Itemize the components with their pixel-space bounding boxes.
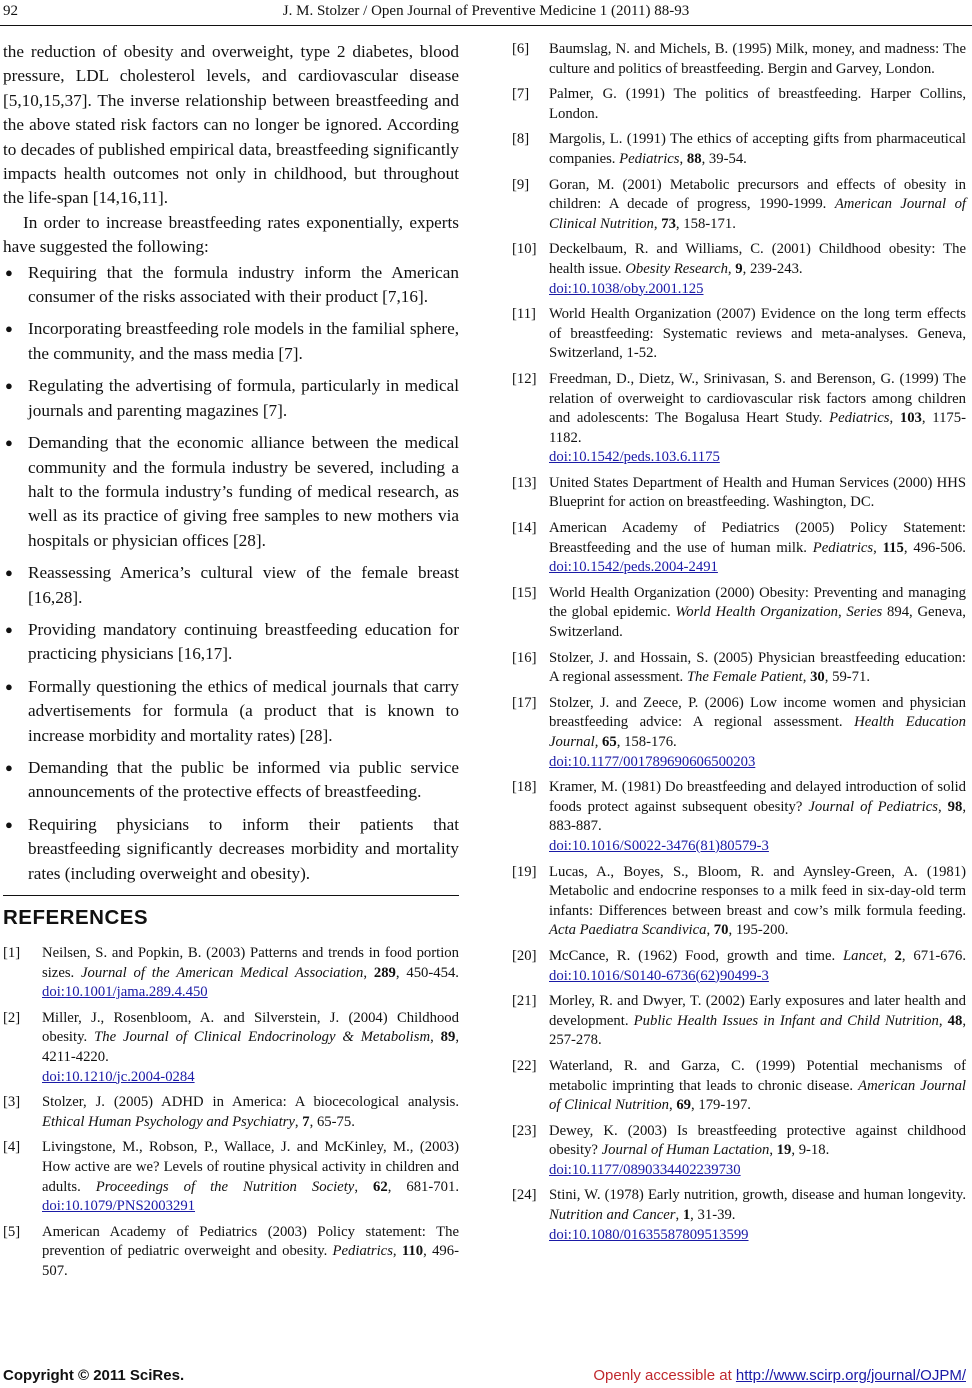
reference-text: United States Department of Health and Human Services (2000) HHS Blueprint for action on breastfeeding — [549, 474, 966, 511]
pages: , 496-506. — [903, 539, 966, 556]
pages: , 450-454. — [395, 964, 459, 981]
reference-number: [16] — [512, 649, 537, 666]
reference-text: World Health Organization (2007) Evidence on the long term effects of breastfeeding: Systematic reviews and meta-analyses. Geneva, Switzerland, 1-52. — [549, 306, 966, 362]
reference-item — [512, 1186, 966, 1245]
reference-number: [11] — [512, 306, 536, 323]
list-item: ● Demanding that the economic alliance between the medical community and the formula industry be severed, including a halt to the formula industry’s funding of medical research, as well as its practice of giving free samples to new mothers via hospitals or physician offices [28]. — [5, 433, 459, 550]
pages: , 496-507. — [42, 1243, 459, 1279]
reference-item — [512, 130, 966, 169]
reference-item — [512, 305, 966, 364]
volume: 70 — [713, 922, 729, 939]
reference-text: , — [937, 798, 948, 815]
recommendation-list — [3, 261, 459, 886]
bullet-icon: ● — [5, 816, 13, 832]
reference-text: , — [430, 1029, 441, 1046]
journal-name: Health Education Journal — [549, 714, 966, 750]
reference-text: , — [679, 150, 687, 167]
reference-number: [1] — [3, 945, 21, 961]
right-column — [512, 40, 966, 1251]
body-paragraph: In order to increase breastfeeding rates exponentially, experts have suggested the following: — [3, 212, 459, 257]
reference-item — [512, 474, 966, 513]
doi-link[interactable]: doi:10.1079/PNS2003291 — [42, 1198, 196, 1215]
list-item: ● Formally questioning the ethics of medical journals that carry advertisements for formula (a product that is known to increase morbidity and mortality rates) [28]. — [5, 676, 459, 745]
section-divider — [3, 895, 459, 896]
bullet-icon: ● — [5, 435, 13, 451]
reference-text: Morley, R. and Dwyer, T. (2002) Early exposures and later health and development. — [549, 993, 966, 1029]
volume: 65 — [602, 734, 617, 750]
reference-item — [512, 240, 966, 299]
journal-name: Proceedings of the Nutrition Society — [95, 1178, 355, 1195]
reference-text: , — [873, 539, 883, 556]
pages: , 179-197. — [691, 1097, 751, 1114]
reference-text: , — [363, 964, 374, 981]
volume: 103 — [899, 410, 922, 427]
doi-link[interactable]: doi:10.1210/jc.2004-0284 — [42, 1068, 195, 1085]
doi-link[interactable]: doi:10.1038/oby.2001.125 — [549, 280, 704, 297]
reference-item — [512, 863, 966, 941]
reference-item — [512, 176, 966, 235]
doi-link[interactable]: doi:10.1016/S0140-6736(62)90499-3 — [549, 967, 769, 984]
list-item: ● Requiring that the formula industry inform the American consumer of the risks associated with their product [7,16]. — [5, 262, 459, 307]
reference-item — [512, 85, 966, 124]
reference-item — [512, 947, 966, 986]
reference-text: , — [802, 669, 811, 686]
journal-name: World Health Organization — [675, 604, 838, 621]
reference-number: [21] — [512, 993, 537, 1010]
reference-item — [512, 649, 966, 688]
reference-text: American Academy of Pediatrics (2003) Policy statement: The prevention of pediatric overweight and obesity. — [42, 1223, 459, 1260]
journal-name: Pediatrics — [619, 150, 680, 167]
pages: , 158-176. — [616, 734, 677, 750]
reference-item — [3, 1009, 459, 1087]
journal-name: Lancet — [842, 947, 883, 964]
reference-number: [15] — [512, 584, 537, 601]
doi-link[interactable]: doi:10.1080/01635587809513599 — [549, 1226, 749, 1243]
bullet-icon: ● — [5, 759, 13, 775]
journal-name: Journal of the American Medical Association — [81, 964, 364, 981]
reference-text: , — [889, 410, 900, 427]
volume: 30 — [810, 669, 825, 686]
reference-item — [3, 1223, 459, 1282]
pages: , 31-39. — [690, 1207, 736, 1224]
pages: , 195-200. — [728, 922, 789, 939]
journal-name: Obesity Research — [625, 260, 728, 277]
reference-number: [9] — [512, 176, 530, 193]
pages: , 39-54. — [701, 150, 747, 167]
reference-number: [23] — [512, 1122, 537, 1139]
reference-number: [24] — [512, 1187, 537, 1204]
reference-text: American Academy of Pediatrics (2005) Policy Statement: Breastfeeding and the use of human milk. — [549, 520, 966, 556]
reference-text: , — [882, 947, 895, 964]
reference-number: [22] — [512, 1057, 537, 1074]
volume: 115 — [882, 539, 904, 556]
pages: , 59-71. — [824, 669, 871, 686]
reference-text: Stini, W. (1978) Early nutrition, growth, disease and human longevity. — [549, 1187, 966, 1204]
doi-link[interactable]: doi:10.1001/jama.289.4.450 — [42, 984, 208, 1001]
reference-number: [4] — [3, 1139, 21, 1156]
reference-text: , — [653, 215, 662, 232]
reference-text: Deckelbaum, R. and Williams, C. (2001) Childhood obesity: The health issue. — [549, 241, 966, 277]
pages: , 257-278. — [549, 1012, 966, 1049]
journal-name: The Female Patient — [686, 669, 803, 686]
reference-text: , — [294, 1113, 303, 1130]
reference-number: [6] — [512, 41, 530, 57]
pages: , 239-243. — [742, 260, 803, 277]
reference-number: [17] — [512, 694, 537, 711]
reference-number: [5] — [3, 1223, 21, 1240]
reference-item — [3, 944, 459, 1003]
volume: 69 — [676, 1097, 691, 1114]
page-number: 92 — [3, 3, 18, 19]
volume: 7 — [302, 1113, 310, 1130]
reference-text: Baumslag, N. and Michels, B. (1995) Milk, money, and madness: The culture and politics of breastfeeding. Bergin and Garvey, London. — [549, 41, 966, 77]
pages: , 9-18. — [791, 1142, 830, 1159]
reference-item — [512, 1122, 966, 1181]
reference-text: , — [594, 734, 603, 750]
reference-text: Stolzer, J. (2005) ADHD in America: A biocecological analysis. — [42, 1094, 459, 1111]
reference-text: Goran, M. (2001) Metabolic precursors and effects of obesity in children: A decade of progress, 1990-1999. — [549, 176, 966, 213]
journal-name: Nutrition and Cancer — [549, 1207, 676, 1224]
pages: , 681-701. — [387, 1178, 459, 1195]
bullet-icon: ● — [5, 621, 13, 637]
reference-number: [2] — [3, 1009, 21, 1026]
series-name: Series — [846, 604, 883, 621]
reference-item — [512, 778, 966, 856]
reference-text: , — [668, 1097, 677, 1114]
volume: 89 — [440, 1029, 456, 1046]
list-item: ● Requiring physicians to inform their patients that breastfeeding significantly decreases morbidity and mortality rates (including overweight and obesity). — [5, 814, 459, 883]
references-heading: REFERENCES — [3, 906, 149, 929]
reference-number: [18] — [512, 779, 537, 796]
reference-item — [512, 584, 966, 643]
bullet-icon: ● — [5, 378, 13, 394]
reference-item — [3, 1093, 459, 1132]
reference-text: Lucas, A., Boyes, S., Bloom, R. and Aynsley-Green, A. (1981) Metabolic and endocrine responses to a milk feed in six-day-old term infants: Differences between breast and cow’s milk formula feeding. — [549, 863, 966, 919]
doi-link[interactable]: doi:10.1542/peds.103.6.1175 — [549, 449, 720, 466]
pages: , 883-887. — [549, 798, 966, 835]
page-footer — [0, 1365, 972, 1388]
reference-text: Stolzer, J. and Zeece, P. (2006) Low income women and physician breastfeeding advice: A regional assessment. — [549, 694, 966, 731]
reference-text: Margolis, L. (1991) The ethics of accepting gifts from pharmaceutical companies. — [549, 131, 966, 167]
bullet-icon: ● — [5, 565, 13, 581]
journal-name: American Journal of Clinical Nutrition — [549, 1077, 966, 1114]
volume: 73 — [661, 215, 676, 232]
reference-text: Dewey, K. (2003) Is breastfeeding protective against childhood obesity? — [549, 1122, 966, 1159]
reference-text: Waterland, R. and Garza, C. (1999) Potential mechanisms of metabolic imprinting that leads to chronic disease. — [549, 1057, 966, 1094]
pages: , 4211-4220. — [42, 1029, 460, 1065]
reference-text: McCance, R. (1962) Food, growth and time. — [549, 947, 843, 964]
list-item: ● Regulating the advertising of formula, particularly in medical journals and parenting magazines [7]. — [5, 376, 459, 420]
volume: 62 — [373, 1178, 388, 1195]
reference-text: Neilsen, S. and Popkin, B. (2003) Patterns and trends in food portion sizes. — [42, 945, 459, 981]
reference-item — [512, 992, 966, 1051]
volume: 48 — [947, 1012, 963, 1029]
reference-text: , — [727, 260, 736, 277]
reference-text: , — [392, 1243, 402, 1260]
journal-name: Journal of Human Lactation — [601, 1142, 770, 1159]
pages: , 671-676. — [901, 947, 966, 964]
journal-name: Pediatrics — [332, 1243, 393, 1260]
body-paragraph: the reduction of obesity and overweight, type 2 diabetes, blood pressure, LDL cholesterol levels, and cardiovascular disease [5,10,15,37]. The inverse relationship between breastfeeding and the above stated risk factors can no longer be ignored. According to decades of published empirical data, breastfeeding significantly impacts health outcomes not only in childhood, but throughout the life-span [14,16,11]. — [3, 42, 459, 208]
reference-number: [13] — [512, 474, 537, 491]
reference-number: [19] — [512, 863, 537, 880]
running-title: J. M. Stolzer / Open Journal of Preventive Medicine 1 (2011) 88-93 — [282, 3, 690, 19]
list-item: ● Incorporating breastfeeding role models in the familial sphere, the community, and the mass media [7]. — [5, 319, 459, 363]
reference-text: Freedman, D., Dietz, W., Srinivasan, S. and Berenson, G. (1999) The relation of overweight to cardiovascular risk factors among children and adolescents: The Bogalusa Heart Study. — [549, 370, 966, 427]
reference-number: [3] — [3, 1094, 21, 1111]
open-access-notice: Openly accessible at http://www.scirp.org/journal/OJPM/ — [593, 1367, 966, 1384]
pages: , 158-171. — [675, 215, 736, 232]
volume: 98 — [947, 798, 963, 815]
reference-number: [12] — [512, 370, 537, 387]
journal-link[interactable]: http://www.scirp.org/journal/OJPM/ — [735, 1367, 966, 1384]
reference-item — [512, 694, 966, 772]
reference-text: . Washington, DC. — [765, 494, 875, 511]
volume: 1 — [682, 1207, 691, 1224]
reference-text: World Health Organization (2000) Obesity: Preventing and managing the global epidemic. — [549, 584, 966, 621]
pages: 894, Geneva, Switzerland. — [549, 604, 966, 641]
reference-text: , — [769, 1142, 777, 1159]
journal-name: Ethical Human Psychology and Psychiatry — [42, 1113, 295, 1130]
volume: 9 — [735, 260, 743, 277]
left-column — [3, 40, 459, 1288]
journal-name: Acta Paediatra Scandivica — [549, 922, 707, 939]
pages: , 65-75. — [309, 1113, 355, 1130]
reference-text: , — [675, 1207, 683, 1224]
reference-text: , — [837, 604, 847, 621]
volume: 2 — [894, 947, 902, 964]
journal-name: The Journal of Clinical Endocrinology & Metabolism — [94, 1029, 431, 1046]
reference-number: [20] — [512, 947, 537, 964]
volume: 110 — [401, 1243, 424, 1260]
pages: , 1175-1182. — [549, 410, 966, 446]
doi-link[interactable]: doi:10.1542/peds.2004-2491 — [549, 559, 718, 576]
list-item: ● Demanding that the public be informed via public service announcements of the protective effects of breastfeeding. — [5, 757, 459, 802]
reference-item — [512, 370, 966, 468]
doi-link[interactable]: doi:10.1016/S0022-3476(81)80579-3 — [549, 837, 769, 854]
reference-number: [8] — [512, 131, 530, 148]
journal-name: Pediatrics — [812, 539, 874, 556]
reference-text: , — [706, 922, 714, 939]
journal-name: Public Health Issues in Infant and Child Nutrition — [633, 1012, 939, 1029]
volume: 289 — [373, 964, 396, 981]
reference-text: Stolzer, J. and Hossain, S. (2005) Physician breastfeeding education: A regional assessment. — [549, 649, 966, 686]
reference-number: [10] — [512, 241, 537, 258]
doi-link[interactable]: doi:10.1177/001789690606500203 — [549, 753, 756, 770]
doi-link[interactable]: doi:10.1177/0890334402239730 — [549, 1161, 741, 1178]
page-header — [0, 0, 972, 28]
reference-item — [512, 519, 966, 578]
list-item: ● Providing mandatory continuing breastfeeding education for practicing physicians [16,17]. — [5, 619, 459, 664]
reference-number: [7] — [512, 86, 530, 103]
bullet-icon: ● — [5, 678, 13, 694]
reference-text: , — [938, 1012, 948, 1029]
reference-text: Palmer, G. (1991) The politics of breastfeeding. Harper Collins, London. — [549, 86, 966, 122]
reference-text: , — [354, 1178, 373, 1195]
volume: 88 — [686, 150, 702, 167]
header-rule — [0, 25, 972, 26]
journal-name: American Journal of Clinical Nutrition — [549, 196, 967, 232]
reference-text: Livingstone, M., Robson, P., Wallace, J. and McKinley, M., (2003) How active are we? Levels of routine physical activity in children and adults. — [42, 1139, 459, 1195]
journal-name: Pediatrics — [829, 410, 890, 427]
reference-number: [14] — [512, 520, 537, 537]
journal-name: Journal of Pediatrics — [808, 798, 938, 815]
reference-item — [512, 40, 966, 79]
bullet-icon: ● — [5, 264, 13, 280]
copyright-notice: Copyright © 2011 SciRes. — [3, 1367, 185, 1384]
reference-text: Kramer, M. (1981) Do breastfeeding and delayed introduction of solid foods protect against subsequent obesity? — [549, 779, 966, 815]
reference-item — [3, 1138, 459, 1216]
list-item: ● Reassessing America’s cultural view of the female breast [16,28]. — [5, 563, 459, 607]
bullet-icon: ● — [5, 321, 13, 337]
reference-item — [512, 1057, 966, 1116]
volume: 19 — [776, 1142, 792, 1159]
reference-text: Miller, J., Rosenbloom, A. and Silverstein, J. (2004) Childhood obesity. — [42, 1009, 459, 1046]
